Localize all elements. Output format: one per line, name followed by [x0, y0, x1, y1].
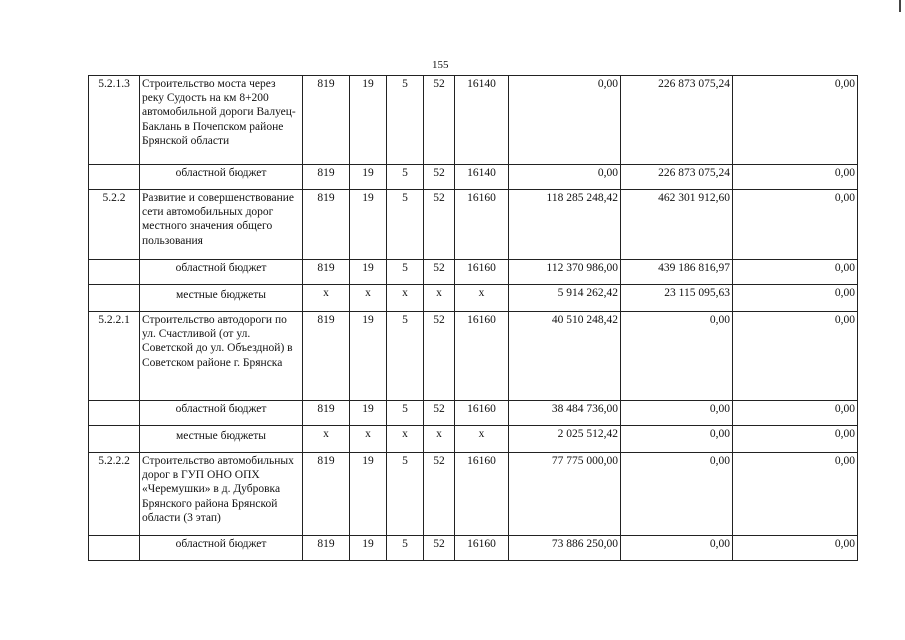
row-col-program: 52	[424, 260, 455, 285]
row-col-subsection: 5	[387, 165, 424, 190]
row-col-subsection: x	[387, 426, 424, 453]
row-col-subsection: 5	[387, 260, 424, 285]
row-value-1: 38 484 736,00	[509, 401, 621, 426]
row-value-3: 0,00	[733, 285, 858, 312]
row-name: Строительство моста через реку Судость на км 8+200 автомобильной дороги Валуец-Баклань в Почепском районе Брянской области	[140, 76, 303, 165]
row-value-3: 0,00	[733, 165, 858, 190]
row-col-section: 19	[350, 165, 387, 190]
row-value-3: 0,00	[733, 401, 858, 426]
row-col-ministry: 819	[303, 190, 350, 260]
row-value-3: 0,00	[733, 426, 858, 453]
table-row	[89, 190, 858, 260]
row-value-1: 5 914 262,42	[509, 285, 621, 312]
row-code	[89, 426, 140, 453]
row-value-3: 0,00	[733, 76, 858, 165]
row-value-2: 0,00	[621, 426, 733, 453]
table-row	[89, 453, 858, 536]
row-name: Строительство автодороги по ул. Счастливой (от ул. Советской до ул. Объездной) в Советском районе г. Брянска	[140, 312, 303, 401]
row-col-program: x	[424, 285, 455, 312]
row-col-target: 16160	[455, 536, 509, 561]
row-col-target: 16160	[455, 453, 509, 536]
row-col-section: 19	[350, 453, 387, 536]
row-col-target: x	[455, 426, 509, 453]
row-code: 5.2.1.3	[89, 76, 140, 165]
table-row	[89, 312, 858, 401]
row-code: 5.2.2.2	[89, 453, 140, 536]
row-col-ministry: 819	[303, 76, 350, 165]
row-col-subsection: x	[387, 285, 424, 312]
row-col-program: 52	[424, 76, 455, 165]
row-col-target: 16140	[455, 76, 509, 165]
row-col-ministry: 819	[303, 536, 350, 561]
row-col-program: 52	[424, 312, 455, 401]
row-value-1: 0,00	[509, 165, 621, 190]
row-value-3: 0,00	[733, 312, 858, 401]
row-code: 5.2.2	[89, 190, 140, 260]
row-value-2: 462 301 912,60	[621, 190, 733, 260]
row-col-target: 16160	[455, 190, 509, 260]
row-value-3: 0,00	[733, 260, 858, 285]
row-name: местные бюджеты	[140, 426, 303, 453]
table-row	[89, 76, 858, 165]
row-col-section: 19	[350, 401, 387, 426]
row-col-ministry: x	[303, 285, 350, 312]
row-col-subsection: 5	[387, 190, 424, 260]
row-col-subsection: 5	[387, 312, 424, 401]
table-row	[89, 165, 858, 190]
row-col-program: 52	[424, 536, 455, 561]
row-code	[89, 165, 140, 190]
row-col-ministry: 819	[303, 453, 350, 536]
row-col-program: 52	[424, 190, 455, 260]
row-value-3: 0,00	[733, 536, 858, 561]
row-name: местные бюджеты	[140, 285, 303, 312]
table-row	[89, 426, 858, 453]
row-name: областной бюджет	[140, 165, 303, 190]
table-row	[89, 285, 858, 312]
table-row	[89, 536, 858, 561]
row-col-subsection: 5	[387, 536, 424, 561]
row-name: областной бюджет	[140, 401, 303, 426]
row-col-program: 52	[424, 165, 455, 190]
row-col-ministry: x	[303, 426, 350, 453]
row-col-target: 16160	[455, 260, 509, 285]
row-value-2: 0,00	[621, 536, 733, 561]
row-col-section: 19	[350, 536, 387, 561]
row-col-target: x	[455, 285, 509, 312]
row-value-2: 0,00	[621, 401, 733, 426]
row-col-program: 52	[424, 401, 455, 426]
table-row	[89, 401, 858, 426]
row-name: областной бюджет	[140, 536, 303, 561]
row-col-target: 16140	[455, 165, 509, 190]
row-value-1: 73 886 250,00	[509, 536, 621, 561]
row-code: 5.2.2.1	[89, 312, 140, 401]
row-name: Строительство автомобильных дорог в ГУП ОНО ОПХ «Черемушки» в д. Дубровка Брянского района Брянской области (3 этап)	[140, 453, 303, 536]
row-value-1: 40 510 248,42	[509, 312, 621, 401]
row-col-section: x	[350, 426, 387, 453]
row-col-subsection: 5	[387, 76, 424, 165]
row-col-target: 16160	[455, 401, 509, 426]
row-value-1: 112 370 986,00	[509, 260, 621, 285]
row-value-2: 0,00	[621, 312, 733, 401]
row-col-section: 19	[350, 260, 387, 285]
budget-table	[88, 75, 858, 561]
row-col-program: x	[424, 426, 455, 453]
row-value-3: 0,00	[733, 453, 858, 536]
row-value-2: 226 873 075,24	[621, 165, 733, 190]
row-name: Развитие и совершенствование сети автомобильных дорог местного значения общего пользования	[140, 190, 303, 260]
row-value-2: 23 115 095,63	[621, 285, 733, 312]
row-value-1: 0,00	[509, 76, 621, 165]
row-col-section: 19	[350, 312, 387, 401]
row-value-2: 226 873 075,24	[621, 76, 733, 165]
row-code	[89, 260, 140, 285]
row-col-ministry: 819	[303, 260, 350, 285]
row-value-2: 439 186 816,97	[621, 260, 733, 285]
row-col-ministry: 819	[303, 401, 350, 426]
row-code	[89, 536, 140, 561]
row-col-ministry: 819	[303, 165, 350, 190]
row-value-1: 2 025 512,42	[509, 426, 621, 453]
row-code	[89, 285, 140, 312]
row-col-section: 19	[350, 190, 387, 260]
row-col-section: 19	[350, 76, 387, 165]
row-col-ministry: 819	[303, 312, 350, 401]
row-code	[89, 401, 140, 426]
row-value-1: 77 775 000,00	[509, 453, 621, 536]
row-value-3: 0,00	[733, 190, 858, 260]
row-col-target: 16160	[455, 312, 509, 401]
row-col-section: x	[350, 285, 387, 312]
table-row	[89, 260, 858, 285]
page-number: 155	[432, 59, 449, 71]
row-value-1: 118 285 248,42	[509, 190, 621, 260]
row-col-subsection: 5	[387, 401, 424, 426]
row-name: областной бюджет	[140, 260, 303, 285]
scan-edge-mark	[899, 0, 901, 12]
row-col-program: 52	[424, 453, 455, 536]
row-value-2: 0,00	[621, 453, 733, 536]
row-col-subsection: 5	[387, 453, 424, 536]
